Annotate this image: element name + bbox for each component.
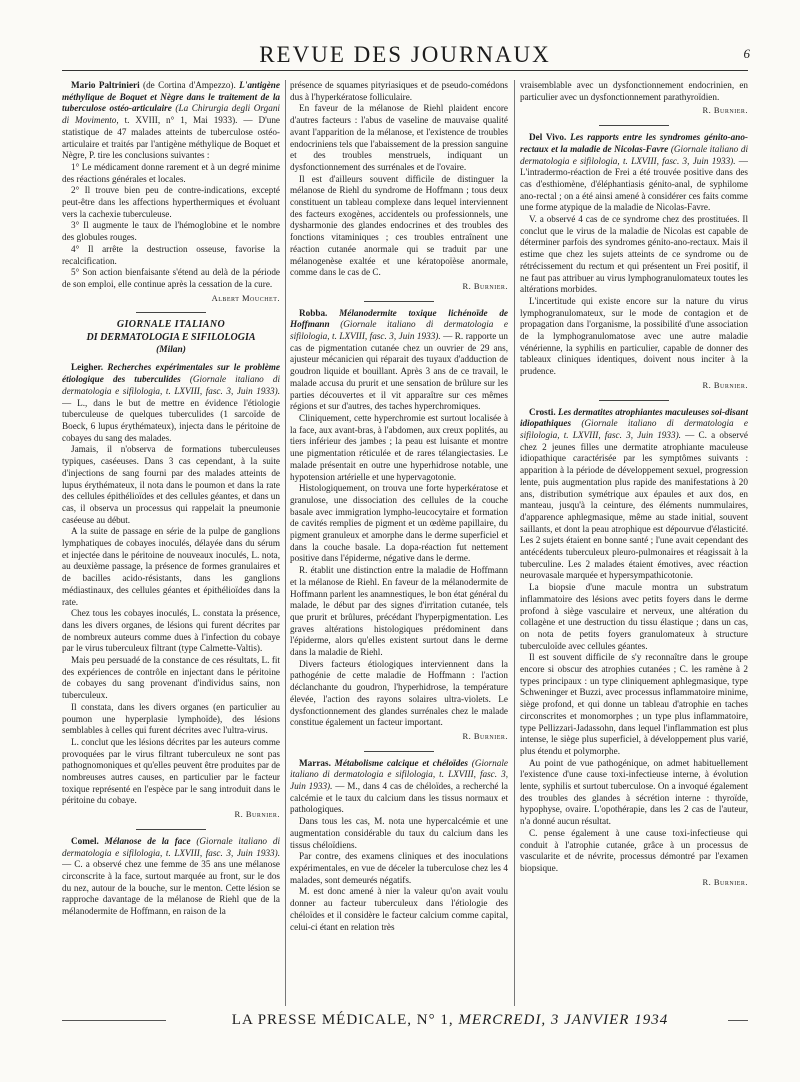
article-body: — L., dans le but de mettre en évidence l'étiologie tuberculeuse de quelques tuberculides (1 sarcoïde de Boeck, 6 lupus érythémateux), injecta dans le péritoine de cobayes du sang des malades.: [62, 397, 280, 443]
article-source: (Giornale italiano di dermatologia e sifilologia, t. LXVIII, fasc. 3, Juin 1933).: [520, 143, 748, 166]
article-title: L'antigène méthylique de Boquet et Nègre dans le traitement de la tuberculose ostéo-articulaire: [62, 80, 280, 114]
footer-rule-right: [728, 1020, 748, 1021]
conclusion-item: 1° Le médicament donne rarement et à un degré minime des réactions générales et locales.: [62, 161, 280, 184]
article-paragraph: Mais peu persuadé de la constance de ces résultats, L. fit des expériences de contrôle en injectant dans le péritoine de cobayes du sang provenant d'individus sains, non tuberculeux.: [62, 655, 280, 701]
section-heading-city: (Milan): [156, 344, 186, 355]
article-signature: R. Burnier.: [462, 280, 508, 291]
article-body: — L'intradermo-réaction de Frei a été trouvée positive dans des cas d'esthiomène, d'éléphantiasis génito-anal, de syphilome ano-rectal ; on a été ainsi amené à considérer ces faits comme une forme atypique de la maladie de Nicolas-Favre.: [520, 155, 748, 213]
column-2: [290, 80, 508, 1006]
article-paragraph: En faveur de la mélanose de Riehl plaident encore d'autres facteurs : l'abus de vaseline de mauvaise qualité avant l'apparition de la mélanose, et l'existence de troubles endocriniens tels que l'abaissement de la pression sanguine et des troubles menstruels, indiquant un dysfonctionnement des surrénales et de l'ovaire.: [290, 103, 508, 172]
article-source: (Giornale italiano di dermatologia e sifilologia, t. LXVIII, fasc. 3, Juin 1933).: [62, 374, 280, 396]
article-signature: R. Burnier.: [702, 105, 748, 116]
article-comel-continued: [290, 80, 508, 293]
article-paragraph: Par contre, des examens cliniques et des inoculations expérimentales, en vue de déceler la tuberculose chez les 4 malades, sont demeurés négatifs.: [290, 851, 508, 885]
footer-date: MERCREDI, 3 JANVIER 1934: [458, 1012, 669, 1028]
article-body: — R. rapporte un cas de pigmentation cutanée chez un ouvrier de 29 ans, ajusteur mécanicien qui réparait des tuyaux d'adduction de goudron liquide et bouillant. Après 3 ans de ce travail, le malade accusa du prurit et une sensation de brûlure sur les parties découvertes et il vit apparaître sur ces mêmes régions et sur d'autres, des taches hyperchromiques.: [290, 331, 508, 412]
article-marras-continued: [520, 80, 748, 117]
article-comel: [62, 836, 280, 918]
article-signature: R. Burnier.: [234, 809, 280, 820]
article-body: — M., dans 4 cas de chéloïdes, a recherché la calcémie et le taux du calcium dans les tissus normaux et pathologiques.: [290, 781, 508, 815]
article-crosti: [520, 407, 748, 889]
article-author: Mario Paltrinieri: [71, 80, 140, 90]
article-author-affiliation: (de Cortina d'Ampezzo).: [139, 80, 240, 90]
article-paragraph: vraisemblable avec un dysfonctionnement endocrinien, en particulier avec un dysfonctionnement parathyroïdien.: [520, 80, 748, 102]
section-heading-subtitle: DI DERMATOLOGIA E SIFILOLOGIA: [86, 332, 256, 344]
section-divider: [136, 312, 206, 313]
article-signature: R. Burnier.: [462, 730, 508, 741]
article-author: Del Vivo.: [529, 132, 567, 143]
column-divider: [285, 80, 286, 1006]
article-paragraph: Il est souvent difficile de s'y reconnaître dans le groupe encore si obscur des atrophies cutanées ; C. les ramène à 2 types principaux : un type cliniquement aphlegmasique, type Schweninger et Buzzi, avec processus inflammatoire minime, siège profond, et qui donne un tableau d'atrophie en taches circonscrites et monomorphes ; un type plus inflammatoire, type Pellizzari-Jadassohn, dans lequel l'inflammation est plus intense, le siège plus superficiel, à développement plus varié, plus étendu et polymorphe.: [520, 652, 748, 756]
article-paragraph: L. conclut que les lésions décrites par les auteurs comme provoquées par le virus filtrant tuberculeux ne sont pas pathognomoniques et qu'elles peuvent être produites par de nombreuses autres causes, en particulier par le facteur toxique représenté en l'espèce par le sang introduit dans le péritoine du cobaye.: [62, 736, 280, 806]
article-divider: [364, 301, 434, 302]
page-number: 6: [743, 46, 750, 61]
column-1: [62, 80, 280, 1006]
article-signature: Albert Mouchet.: [211, 292, 280, 303]
article-del-vivo: [520, 132, 748, 391]
article-body: t. XVIII, n° 1, Mai 1933). — D'une statistique de 47 malades atteints de tuberculose ostéo-articulaire et traités par l'antigène méthylique de Boquet et Nègre, P. tire les conclusions suivantes :: [62, 115, 280, 161]
page-header: [60, 40, 750, 70]
article-paragraph: Il constata, dans les divers organes (en particulier au poumon une hyperplasie lymphoïde), des lésions semblables à celles qui furent décrites avec l'ultra-virus.: [62, 701, 280, 736]
article-paragraph: Cliniquement, cette hyperchromie est surtout localisée à la face, aux avant-bras, à l'abdomen, aux creux poplités, au tiers inférieur des jambes ; la peau est luisante et montre une pigmentation réticulée et de rares télangiectasies. Le malade présentait en outre une hyperhidrose notable, une hypotension artérielle et une hypervagotonie.: [290, 412, 508, 482]
article-author: Robba.: [299, 307, 328, 318]
article-title: Les rapports entre les syndromes génito-ano-rectaux et la maladie de Nicolas-Favre: [520, 132, 748, 154]
header-rule: [62, 70, 748, 71]
article-author: Crosti.: [529, 406, 556, 417]
conclusion-item: 3° Il augmente le taux de l'hémoglobine et le nombre des globules rouges.: [62, 220, 280, 243]
journal-section-title: REVUE DES JOURNAUX: [259, 42, 551, 67]
article-source: (Giornale italiano di dermatologia e sifilologia, t. LXVIII, fasc. 3, Juin 1933).: [62, 835, 280, 858]
article-paragraph: L'incertitude qui existe encore sur la nature du virus lymphogranulomateux, sur le mode de contagion et de propagation dans l'organisme, la possibilité d'une association de la lymphogranulomatose avec une autre maladie vénérienne, la syphilis en particulier, capable de donner des tableaux cliniques identiques, doivent nous inciter à la prudence.: [520, 295, 748, 377]
article-paragraph: Il est d'ailleurs souvent difficile de distinguer la mélanose de Riehl du syndrome de Hoffmann ; tous deux constituent un tableau complexe dans lequel interviennent des facteurs exogènes, accidentels ou professionnels, une dysharmonie des glandes endocrines et des troubles des fonctions vitaminiques ; ces troubles entraînent une réaction cutanée anormale qui se traduit par une mélanogenèse exaltée et une kératopoïèse anormale, comme dans le cas de C.: [290, 173, 508, 278]
article-signature: R. Burnier.: [702, 379, 748, 390]
article-source: (Giornale italiano di dermatologia e sifilologia, t. LXVIII, fasc. 3, Juin 1933).: [290, 319, 508, 342]
article-paragraph: R. établit une distinction entre la maladie de Hoffmann et la mélanose de Riehl. En faveur de la mélanodermite de Hoffmann parlent les anamnestiques, le bon état général du malade, le début par des signes d'irritation cutanée, tels que prurit et brûlures, précédant l'hyperpigmentation. Les graves altérations histologiques prédominent dans l'épiderme, alors qu'elles existent surtout dans le derme dans la maladie de Riehl.: [290, 565, 508, 658]
footer-rule-left: [62, 1020, 166, 1021]
article-divider: [599, 125, 669, 126]
section-heading-journal: GIORNALE ITALIANO: [116, 319, 226, 331]
article-paragraph: C. pense également à une cause toxi-infectieuse qui conduit à l'atrophie cutanée, grâce à un processus de vascularite et de névrite, processus démontré par l'examen biopsique.: [520, 827, 748, 873]
article-paragraph: M. est donc amené à nier la valeur qu'on avait voulu donner au facteur tuberculeux dans l'étiologie des chéloïdes et il considère le facteur calcium comme capital, celui-ci étant en relation très: [290, 886, 508, 932]
article-signature: R. Burnier.: [702, 876, 748, 887]
article-marras: [290, 758, 508, 934]
conclusion-item: 2° Il trouve bien peu de contre-indications, excepté peut-être dans les affections hyperthermiques et évoluant vers la cachexie tuberculeuse.: [62, 185, 280, 219]
article-paragraph: Jamais, il n'observa de formations tuberculeuses typiques, caséeuses. Dans 3 cas cependant, à la suite d'injections de sang fourni par des malades atteints de lupus érythémateux, il nota dans le poumon et dans la rate des cellules épithélioïdes et des cellules géantes, et dans un cas, il observa un processus qui rappelait la pneumonie caséeuse au début.: [62, 444, 280, 525]
article-paragraph: Dans tous les cas, M. nota une hypercalcémie et une augmentation considérable du taux du calcium dans les tissus chéloïdiens.: [290, 816, 508, 850]
page-footer: [170, 1012, 730, 1029]
article-paragraph: V. a observé 4 cas de ce syndrome chez des prostituées. Il conclut que le virus de la maladie de Nicolas est capable de déterminer parfois des syndromes génito-ano-rectaux. Mais il estime que chez les sujets atteints de ce syndrome ou de rétrécissement du rectum et qui présentent un Frei positif, il ne faut pas attribuer au virus lymphogranulomateux toutes les altérations morbides.: [520, 214, 748, 295]
column-divider: [514, 80, 515, 1006]
article-source: (La Chirurgia degli Organi di Movimento,: [62, 103, 280, 126]
footer-publication: LA PRESSE MÉDICALE, N° 1,: [231, 1012, 459, 1028]
article-paltrinieri: [62, 80, 280, 304]
article-divider: [599, 400, 669, 401]
article-paragraph: Divers facteurs étiologiques interviennent dans la pathogénie de cette maladie de Hoffmann : l'action déclanchante du goudron, l'hyperhidrose, la température élevée, l'action des rayons solaires ultra-violets. Le dysfonctionnement des glandes surrénales chez le malade constitue également un facteur important.: [290, 658, 508, 728]
article-paragraph: Histologiquement, on trouva une forte hyperkératose et granulose, une dissociation des cellules de la couche basale avec immigration lympho-leucocytaire et formation de cavités remplies de pigment et un œdème papillaire, du pigment granuleux et amorphe dans le derme superficiel et dans la couche basale. La dopa-réaction fut nettement positive dans l'épiderme, négative dans le derme.: [290, 483, 508, 564]
article-author: Leigher.: [71, 362, 104, 373]
article-title: Mélanose de la face: [98, 835, 191, 846]
article-robba: [290, 308, 508, 743]
article-author: Comel.: [71, 835, 99, 846]
article-source: (Giornale italiano di dermatologia e sifilologia, t. LXVIII, fasc. 3, Juin 1933).: [520, 418, 748, 440]
article-paragraph: Chez tous les cobayes inoculés, L. constata la présence, dans les divers organes, de lésions qui furent décrites par de nombreux auteurs comme dues à l'infection du cobaye par le virus tuberculeux filtrant (type Calmette-Valtis).: [62, 608, 280, 654]
conclusion-item: 4° Il arrête la destruction osseuse, favorise la recalcification.: [62, 243, 280, 266]
article-divider: [136, 829, 206, 830]
article-paragraph: La biopsie d'une macule montra un substratum inflammatoire des lésions avec petits foyers dans le derme profond à siège vasculaire et nerveux, une altération du collagène et une destruction du tissu élastique ; dans un cas, on nota de petits foyers granulomateux à structure tuberculoïde avec cellules géantes.: [520, 582, 748, 651]
article-title: Métabolisme calcique et chéloïdes: [330, 757, 468, 768]
article-title: Mélanodermite toxique lichénoïde de Hoffmann: [290, 307, 508, 330]
article-author: Marras.: [299, 757, 331, 768]
article-paragraph: A la suite de passage en série de la pulpe de ganglions lymphatiques de cobayes inoculés, délayée dans du sérum et injectée dans le péritoine de nouveaux inoculés, L. nota, au deuxième passage, la présence de formes granulaires et de bacilles acido-résistants, dans les ganglions médiastinaux, des cellules géantes et épithélioïdes dans la rate.: [62, 526, 280, 607]
article-title: Recherches expérimentales sur le problème étiologique des tuberculides: [62, 362, 280, 385]
article-leigher: [62, 362, 280, 820]
article-title: Les dermatites atrophiantes maculeuses soi-disant idiopathiques: [520, 406, 748, 429]
column-3: [520, 80, 748, 1006]
article-paragraph: présence de squames pityriasiques et de pseudo-comédons dus à l'hyperkératose folliculaire.: [290, 80, 508, 102]
article-body: — C. a observé chez une femme de 35 ans une mélanose circonscrite à la face, surtout marquée au front, sur le dos du nez, autour de la bouche, sur le menton. Cette lésion se rapproche davantage de la mélanose de Riehl que de la mélanodermite de Hoffmann, en raison de la: [62, 859, 280, 917]
article-body: — C. a observé chez 2 jeunes filles une dermatite atrophiante maculeuse idiopathique caractérisée par les symptômes suivants : apparition à la période de développement sexuel, progression lente, puis augmentation plus rapide des manifestations à 20 ans, distribution symétrique aux épaules et aux dos, en manteau, jusqu'à la ceinture, des éléments nummulaires, d'apparence aphlegmasique, même au stade initial, souvent saillants, et dont la peau atrophique est dépourvue d'élasticité. Les 2 sujets étaient en bonne santé ; l'une avait cependant des antécédents tuberculeux pleuro-pulmonaires et réagissait à la tuberculine. Les 2 malades étaient émotives, avec réaction neurovasale marquée et hypersympathicotonie.: [520, 429, 748, 581]
article-divider: [364, 751, 434, 752]
article-paragraph: Au point de vue pathogénique, on admet habituellement l'existence d'une cause toxi-infectieuse interne, à évolution lente, syphilis et surtout tuberculose. On a invoqué également des troubles des glandes à sécrétion interne : thyroïde, hypophyse, ovaire. L'opothérapie, dans les 2 cas de l'auteur, n'a donné aucun résultat.: [520, 757, 748, 827]
conclusion-item: 5° Son action bienfaisante s'étend au delà de la période de son emploi, elle continue après la cessation de la cure.: [62, 267, 280, 289]
article-source: (Giornale italiano di dermatologia e sifilologia, t. LXVIII, fasc. 3, Juin 1933).: [290, 757, 508, 792]
